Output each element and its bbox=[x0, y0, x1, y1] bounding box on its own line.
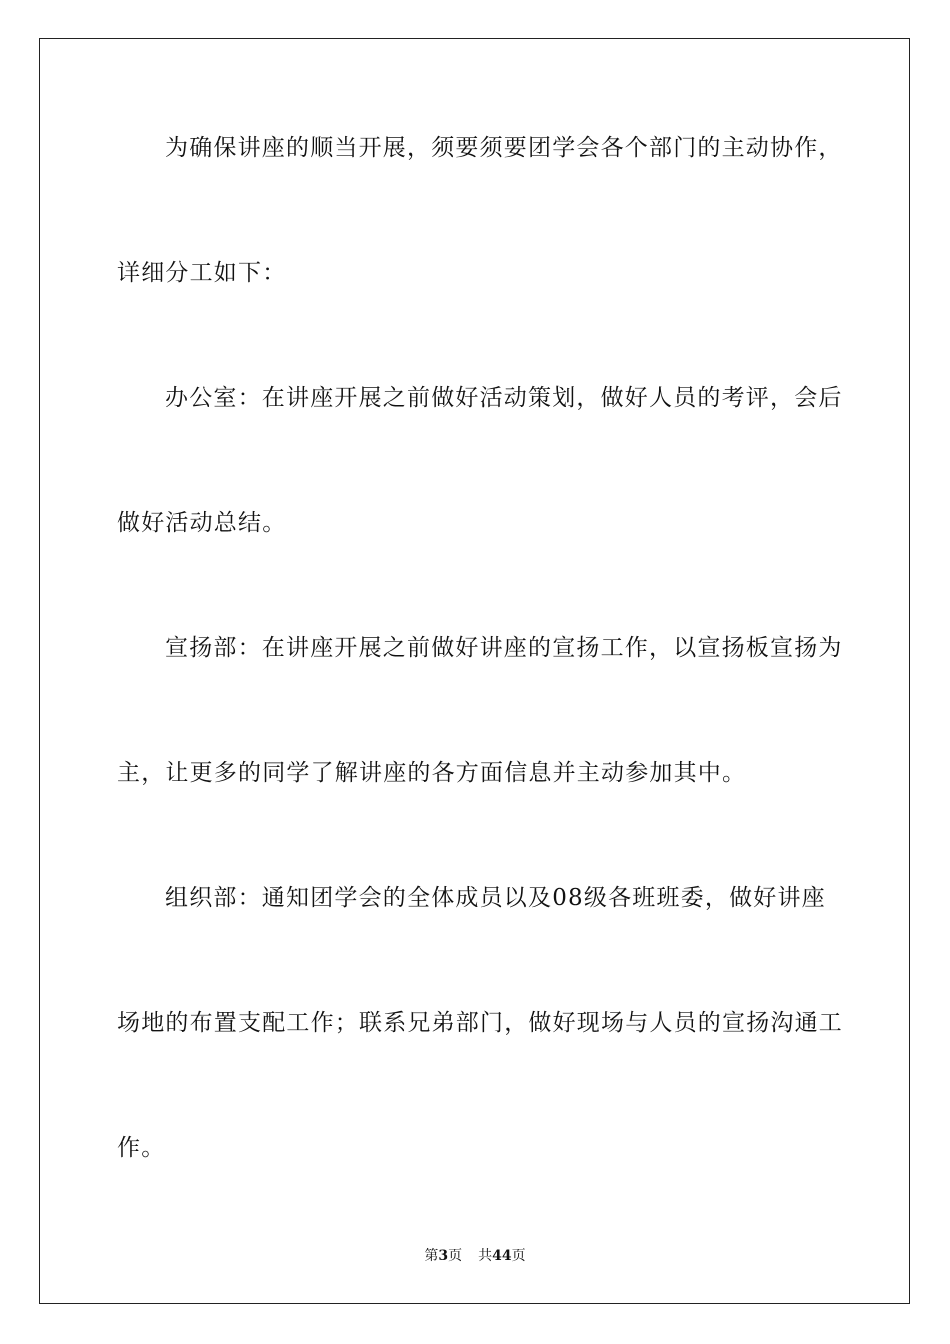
total-prefix: 共 bbox=[478, 1248, 493, 1264]
paragraph-2-line-2: 做好活动总结。 bbox=[117, 510, 287, 536]
paragraph-1-line-2: 详细分工如下： bbox=[117, 260, 287, 286]
page-frame bbox=[39, 38, 910, 1304]
page-number: 3 bbox=[438, 1248, 449, 1264]
paragraph-1-line-1: 为确保讲座的顺当开展，须要须要团学会各个部门的主动协作， bbox=[165, 135, 843, 161]
page-suffix: 页 bbox=[448, 1248, 463, 1264]
page-prefix: 第 bbox=[424, 1248, 439, 1264]
total-pages: 44 bbox=[492, 1248, 512, 1264]
paragraph-3-line-1: 宣扬部：在讲座开展之前做好讲座的宣扬工作，以宣扬板宣扬为 bbox=[165, 635, 843, 661]
paragraph-4-line-2: 场地的布置支配工作；联系兄弟部门，做好现场与人员的宣扬沟通工 bbox=[117, 1010, 843, 1036]
paragraph-4-line-3: 作。 bbox=[117, 1135, 166, 1161]
paragraph-4-line-1: 组织部：通知团学会的全体成员以及08级各班班委，做好讲座 bbox=[165, 885, 826, 911]
page-footer bbox=[0, 1246, 950, 1266]
total-suffix: 页 bbox=[511, 1248, 526, 1264]
paragraph-2-line-1: 办公室：在讲座开展之前做好活动策划，做好人员的考评，会后 bbox=[165, 385, 843, 411]
paragraph-3-line-2: 主，让更多的同学了解讲座的各方面信息并主动参加其中。 bbox=[117, 760, 747, 786]
